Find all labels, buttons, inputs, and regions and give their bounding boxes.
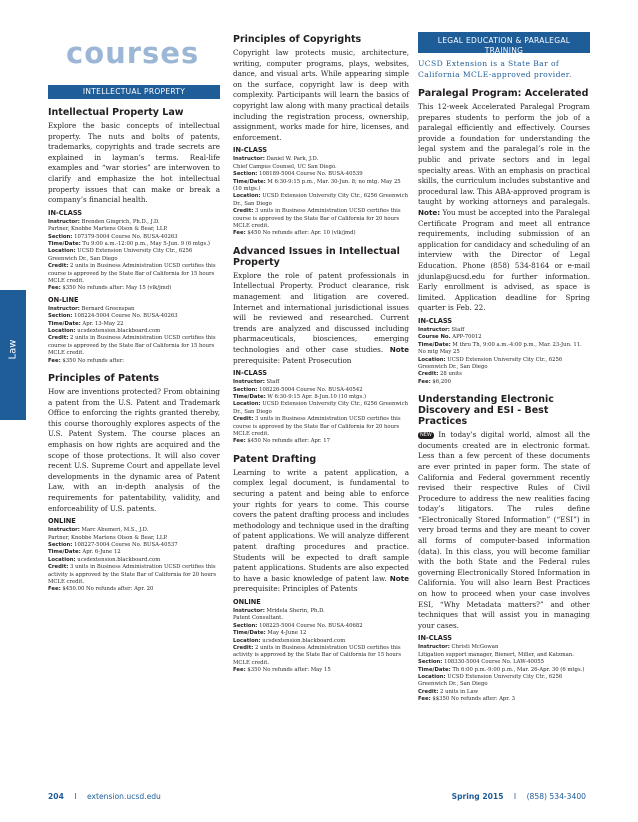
session-detail	[233, 416, 409, 438]
detail-value: $450 No refunds after: Apr. 10 (vlk/jmd)	[247, 230, 356, 237]
detail-value: Brenden Gingrich, Ph.D., J.D.	[81, 218, 160, 225]
session-detail	[48, 248, 220, 263]
detail-label: Time/Date:	[418, 341, 451, 348]
detail-label: Location:	[233, 193, 261, 200]
note-text: prerequisite: Principles of Patents	[233, 584, 358, 594]
detail-label: Instructor:	[233, 379, 265, 386]
session-detail	[48, 586, 220, 593]
session-detail	[418, 327, 590, 334]
course-description	[418, 430, 590, 631]
detail-label: Fee:	[418, 696, 431, 703]
session-detail	[48, 535, 220, 542]
footer-separator: I	[74, 792, 77, 801]
detail-value: UCSD Extension University City Ctr., 6256 Greenwich Dr., San Diego	[233, 401, 408, 415]
detail-label: Credit:	[48, 263, 69, 270]
detail-label: Instructor:	[418, 644, 450, 651]
detail-value: $6,200	[432, 378, 451, 385]
detail-value: May 4-June 12	[267, 630, 307, 637]
session-detail	[233, 623, 409, 630]
session-detail	[418, 659, 590, 666]
session-detail	[48, 219, 220, 226]
session-detail	[233, 387, 409, 394]
sidebar-tab-label: Law	[7, 339, 19, 360]
course-description	[418, 102, 590, 314]
footer-term: Spring 2015	[451, 792, 504, 801]
session-detail	[233, 179, 409, 194]
sidebar-tab	[0, 290, 26, 420]
course-description	[48, 121, 220, 206]
session-detail	[48, 564, 220, 586]
detail-label: Fee:	[48, 586, 61, 593]
detail-value: Daniel W. Park, J.D.	[266, 156, 319, 163]
detail-value: 108330-5004 Course No. LAW-40055	[444, 659, 544, 666]
detail-label: Section:	[48, 542, 73, 548]
course-description-text: How are inventions protected? From obtaining a patent from the U.S. Patent and Trademark Office to enforcing the rights granted thereby, this course thoroughly explores aspects of the U.S. Patent System. The course places an emphasis on how rights are acquired and the scope of those protections. It will also cover recent U.S. Supreme Court and appellate level developments in the dynamic area of Patent Law, with an in-depth analysis of the requirements for patentability, validity, and enforceability of U.S. patents.	[48, 387, 220, 513]
course-title: Intellectual Property Law	[48, 107, 184, 118]
page-number: 204	[48, 792, 64, 801]
note-text: You must be accepted into the Paralegal Certificate Program and meet all entrance requirements, including submission of an application for candidacy and scheduling of an interview with the Director of Legal Education. Phone (858) 534-8164 or e-mail jdunlap@ucsd.edu for further information. Early enrollment is advised, as space is limited. Application deadline for Spring quarter is Feb. 22.	[418, 207, 590, 313]
session-detail	[233, 638, 409, 645]
detail-value: W 6:30-9:15 Apr. 8-Jun.10 (10 mtgs.)	[267, 393, 367, 400]
footer-separator-right: I	[513, 792, 517, 801]
detail-value: 28 units	[440, 371, 462, 378]
session-detail	[233, 164, 409, 171]
detail-value: M thru Th, 9:00 a.m.-4:00 p.m., Mar. 23-Jun. 11. No mtg May 25	[418, 341, 582, 356]
detail-value: Mridela Sherin, Ph.D.	[266, 607, 325, 614]
session-detail	[48, 313, 220, 320]
detail-label: Credit:	[48, 335, 69, 342]
detail-label: Section:	[233, 386, 258, 393]
detail-value: Staff	[266, 379, 280, 386]
course-description-text: In today’s digital world, almost all the documents created are in electronic format. Less than a few percent of these documents are ever printed in paper form. The state of California and Federal government recently revised their respective Rules of Civil Procedure to address the new realities facing today’s litigators. The rules define “Electronically Stored Information” (“ESI”) in very broad terms and they are meant to cover all forms of computer-based information (data). In this class, you will become familiar with the both State and the Federal rules governing Electronically Stored Information in California. You will also learn Best Practices on how to proceed when your case involves ESI, “Why Metadata matters?” and other techniques that will assist you in managing your cases.	[418, 430, 590, 630]
detail-value: UCSD Extension University City Ctr., 6256 Greenwich Dr., San Diego	[48, 248, 193, 262]
session-detail	[233, 171, 409, 178]
course-title: Understanding Electronic Discovery and ESI - Best Practices	[418, 394, 554, 428]
detail-value: 2 units in Business Administration UCSD certifies this course is approved by the State Bar of California for 15 hours MCLE credit.	[48, 335, 216, 357]
detail-value: $450.00 No refunds after: Apr. 20	[62, 586, 154, 593]
detail-value: UCSD Extension University City Ctr., 6256 Greenwich Dr., San Diego	[418, 356, 563, 370]
course-title: Paralegal Program: Accelerated	[418, 88, 589, 99]
detail-label: Time/Date:	[48, 549, 81, 556]
detail-value: 108225-5004 Course No. BUSA-40682	[259, 622, 363, 629]
session-detail	[418, 689, 590, 696]
detail-value: 3 units in Business Administration UCSD certifies this course is approved by the State Bar of California for 20 hours MCLE credit.	[233, 208, 401, 229]
detail-value: Apr. 13-May 22	[82, 320, 124, 327]
note-label: Note	[389, 344, 409, 354]
detail-label: Credit:	[418, 371, 439, 378]
detail-label: Fee:	[233, 230, 246, 237]
course-description-text: Explore the role of patent professionals in Intellectual Property. Product clearance, risk management and litigation are covered. Internet and international jurisdictional issues will be reviewed and researched. Current trends are analyzed and discussed including pharmaceuticals, biosciences, emerging technologies and other case studies.	[233, 270, 409, 354]
detail-value: Bernard Greenspan	[81, 305, 135, 312]
session-detail	[48, 226, 220, 233]
detail-label: Location:	[418, 356, 446, 363]
session-detail	[233, 193, 409, 208]
detail-value: APP-70012	[452, 334, 482, 341]
session-detail	[48, 306, 220, 313]
detail-label: Fee:	[48, 357, 61, 364]
course-title: Advanced Issues in Intellectual Property	[233, 245, 400, 268]
detail-label: Time/Date:	[48, 320, 81, 327]
detail-value: Chief Campus Counsel, UC San Diego.	[233, 163, 337, 170]
session-detail	[48, 328, 220, 335]
session-detail	[418, 667, 590, 674]
course-description-text: Copyright law protects music, architecture, writing, computer programs, plays, websites, dance, and visual arts. While appearing simple on the surface, copyright law is deep with complexity. Participants will learn the basics of copyright law along with many practical details including the registration process, ownership, assignment, works made for hire, licenses, and enforcement.	[233, 48, 409, 142]
session-detail	[48, 321, 220, 328]
detail-label: Fee:	[233, 667, 246, 674]
detail-value: $350 No refunds after: May 15 (vlk/jmd)	[62, 285, 172, 292]
session-detail	[233, 608, 409, 615]
session-detail	[233, 394, 409, 401]
course-title: Patent Drafting	[233, 453, 317, 465]
detail-label: Section:	[48, 313, 73, 320]
course-description	[48, 387, 220, 514]
session-type: IN-CLASS	[418, 316, 453, 325]
detail-label: Fee:	[48, 285, 61, 292]
detail-value: Marc Abumeri, M.S., J.D.	[81, 527, 149, 534]
detail-label: Location:	[418, 674, 446, 681]
session-type: IN-CLASS	[233, 146, 268, 155]
detail-label: Location:	[48, 328, 76, 335]
session-detail	[418, 334, 590, 341]
detail-value: 108189-5004 Course No. BUSA-40539	[259, 171, 363, 178]
session-detail	[233, 379, 409, 386]
note-label: Note:	[418, 207, 441, 217]
course-description	[233, 468, 409, 595]
detail-label: Fee:	[418, 378, 431, 385]
session-detail	[418, 674, 590, 689]
session-detail	[418, 696, 590, 703]
detail-label: Time/Date:	[48, 240, 81, 247]
session-type: IN-CLASS	[48, 208, 83, 217]
session-detail	[48, 358, 220, 365]
detail-label: Section:	[233, 171, 258, 178]
detail-label: Credit:	[233, 416, 254, 423]
session-detail	[233, 156, 409, 163]
detail-value: UCSD Extension University City Ctr., 6256 Greenwich Dr., San Diego	[233, 193, 408, 207]
detail-label: Time/Date:	[233, 393, 266, 400]
session-type: ONLINE	[48, 517, 76, 526]
detail-label: Fee:	[233, 438, 246, 445]
detail-label: Credit:	[233, 644, 254, 651]
detail-value: $450 No refunds after: Apr. 17	[247, 438, 330, 445]
detail-value: Th 6:00 p.m.-9:00 p.m., Mar. 26-Apr. 30 (6 mtgs.)	[452, 666, 585, 673]
detail-label: Location:	[233, 401, 261, 408]
session-detail	[48, 234, 220, 241]
courses-logo: courses	[66, 36, 200, 70]
session-detail	[48, 263, 220, 285]
detail-label: Section:	[48, 233, 73, 240]
detail-value: 108227-5004 Course No. BUSA-40537	[74, 542, 178, 548]
column-1	[48, 32, 220, 594]
detail-label: Section:	[233, 622, 258, 629]
new-badge: NEW	[420, 432, 432, 439]
session-detail	[48, 557, 220, 564]
course-description-text: Learning to write a patent application, a complex legal document, is fundamental to securing a patent and being able to enforce your rights for years to come. This course covers the patent drafting process and includes methodology and technique used in the drafting of patent applications. We will analyze different patent drafting procedures and practice. Students will be expected to draft sample patent applications. Students are also expected to have a basic knowledge of patent law.	[233, 467, 409, 583]
note-text: prerequisite: Patent Prosecution	[233, 355, 352, 365]
detail-value: Partner, Knobbe Martens Olson & Bear, LLP.	[48, 534, 168, 541]
course-description-text: Explore the basic concepts of intellectual property. The nuts and bolts of patents, trademarks, copyrights and trade secrets are explained in layman’s terms. Real-life examples and “war stories” are interwoven to clarify and emphasize the hot intellectual property issues that can make or break a company’s financial health.	[48, 121, 220, 205]
column-2-courses	[233, 34, 409, 675]
detail-value: Apr. 6-June 12	[82, 549, 121, 556]
session-detail	[233, 645, 409, 667]
detail-value: 3 units in Business Administration UCSD certifies this course is approved by the State Bar of California for 20 hours MCLE credit.	[233, 416, 401, 437]
provider-intro: UCSD Extension is a State Bar of California MCLE-approved provider.	[418, 59, 572, 79]
session-detail	[418, 371, 590, 378]
course-title: Principles of Patents	[48, 373, 160, 385]
detail-label: Credit:	[48, 564, 69, 571]
detail-label: Time/Date:	[418, 666, 451, 673]
detail-label: Section:	[418, 659, 443, 666]
detail-value: ucsdextension.blackboard.com	[77, 556, 161, 563]
detail-value: 108224-5004 Course No. BUSA-40263	[74, 313, 178, 320]
detail-label: Time/Date:	[233, 630, 266, 637]
session-detail	[233, 208, 409, 230]
session-detail	[418, 379, 590, 386]
session-detail	[418, 342, 590, 357]
detail-value: 3 units in Business Administration UCSD certifies this activity is approved by the State Bar of California for 20 hours MCLE credit.	[48, 564, 217, 586]
detail-value: 2 units in Business Administration UCSD certifies this activity is approved by the State Bar of California for 15 hours MCLE credit.	[233, 644, 402, 666]
detail-value: 108226-5004 Course No. BUSA-40542	[259, 386, 363, 393]
session-detail	[233, 667, 409, 674]
detail-label: Instructor:	[233, 156, 265, 163]
session-detail	[48, 527, 220, 534]
course-description-text: This 12-week Accelerated Paralegal Program prepares students to perform the job of a paralegal efficiently and effectively. Courses provide a foundation for understanding the legal system and the paralegal’s role in the public and private sectors and in legal specialty areas. With an emphasis on practical skills, the curriculum includes substantive and procedural law. This ABA-approved program is taught by working attorneys and paralegals.	[418, 102, 590, 207]
detail-label: Credit:	[233, 208, 254, 215]
detail-value: M 6:30-9:15 p.m., Mar. 30-Jun. 8; no mtg. May 25 (10 mtgs.)	[233, 178, 401, 192]
session-detail	[418, 652, 590, 659]
detail-value: UCSD Extension University City Ctr., 6256 Greenwich Dr., San Diego	[418, 674, 563, 688]
footer-phone: (858) 534-3400	[526, 792, 586, 801]
session-type: IN-CLASS	[233, 369, 268, 378]
session-detail	[48, 241, 220, 248]
detail-label: Instructor:	[48, 527, 80, 534]
column-2	[233, 32, 409, 675]
detail-value: ucsdextension.blackboard.com	[262, 637, 346, 644]
session-detail	[418, 357, 590, 372]
session-detail	[233, 438, 409, 445]
detail-value: $350 No refunds after:	[62, 357, 125, 364]
column-3	[418, 32, 590, 704]
column-3-courses	[418, 88, 590, 704]
detail-label: Location:	[48, 556, 76, 563]
session-detail	[48, 285, 220, 292]
detail-value: Partner, Knobbe Martens Olson & Bear, LLP.	[48, 226, 168, 233]
session-detail	[48, 549, 220, 556]
footer-website: extension.ucsd.edu	[86, 792, 161, 801]
detail-label: Course No.	[418, 334, 451, 341]
detail-value: 107379-5004 Course No. BUSA-40263	[74, 233, 178, 240]
course-title: Principles of Copyrights	[233, 34, 362, 45]
session-detail	[233, 230, 409, 237]
session-detail	[48, 542, 220, 549]
session-detail	[233, 630, 409, 637]
session-detail	[233, 615, 409, 622]
detail-value: $350 No refunds after: May 15	[247, 667, 331, 674]
section-header-intellectual-property: INTELLECTUAL PROPERTY	[48, 85, 220, 99]
detail-label: Location:	[233, 637, 261, 644]
detail-label: Time/Date:	[233, 178, 266, 185]
detail-value: Christi McGowan	[451, 644, 499, 651]
detail-value: Litigation support manager, Bienert, Miller, and Katzman.	[418, 651, 574, 658]
session-detail	[48, 335, 220, 357]
note-label: Note	[389, 573, 409, 583]
detail-value: $$350 No refunds after: Apr. 3	[432, 696, 515, 703]
detail-label: Instructor:	[233, 607, 265, 614]
session-detail	[418, 644, 590, 651]
session-detail	[233, 401, 409, 416]
detail-value: ucsdextension.blackboard.com	[77, 328, 161, 335]
detail-value: Tu 9:00 a.m.-12:00 p.m., May 5-Jun. 9 (6 mtgs.)	[82, 240, 210, 247]
course-description	[233, 271, 409, 366]
detail-label: Instructor:	[48, 218, 80, 225]
detail-label: Location:	[48, 248, 76, 255]
detail-value: 2 units in Law	[440, 688, 479, 695]
detail-value: Patent Consultant.	[233, 615, 283, 622]
detail-value: 2 units in Business Administration UCSD certifies this course is approved by the State Bar of California for 15 hours MCLE credit.	[48, 263, 216, 284]
session-type: IN-CLASS	[418, 634, 453, 643]
page-footer	[26, 790, 638, 808]
course-description	[233, 48, 409, 143]
detail-label: Credit:	[418, 688, 439, 695]
session-type: ON-LINE	[48, 295, 79, 304]
detail-label: Instructor:	[418, 326, 450, 333]
detail-value: Staff	[451, 326, 465, 333]
session-type: ONLINE	[233, 597, 261, 606]
column-1-courses	[48, 107, 220, 594]
section-header-legal-education: LEGAL EDUCATION & PARALEGAL TRAINING	[418, 32, 590, 53]
detail-label: Instructor:	[48, 305, 80, 312]
